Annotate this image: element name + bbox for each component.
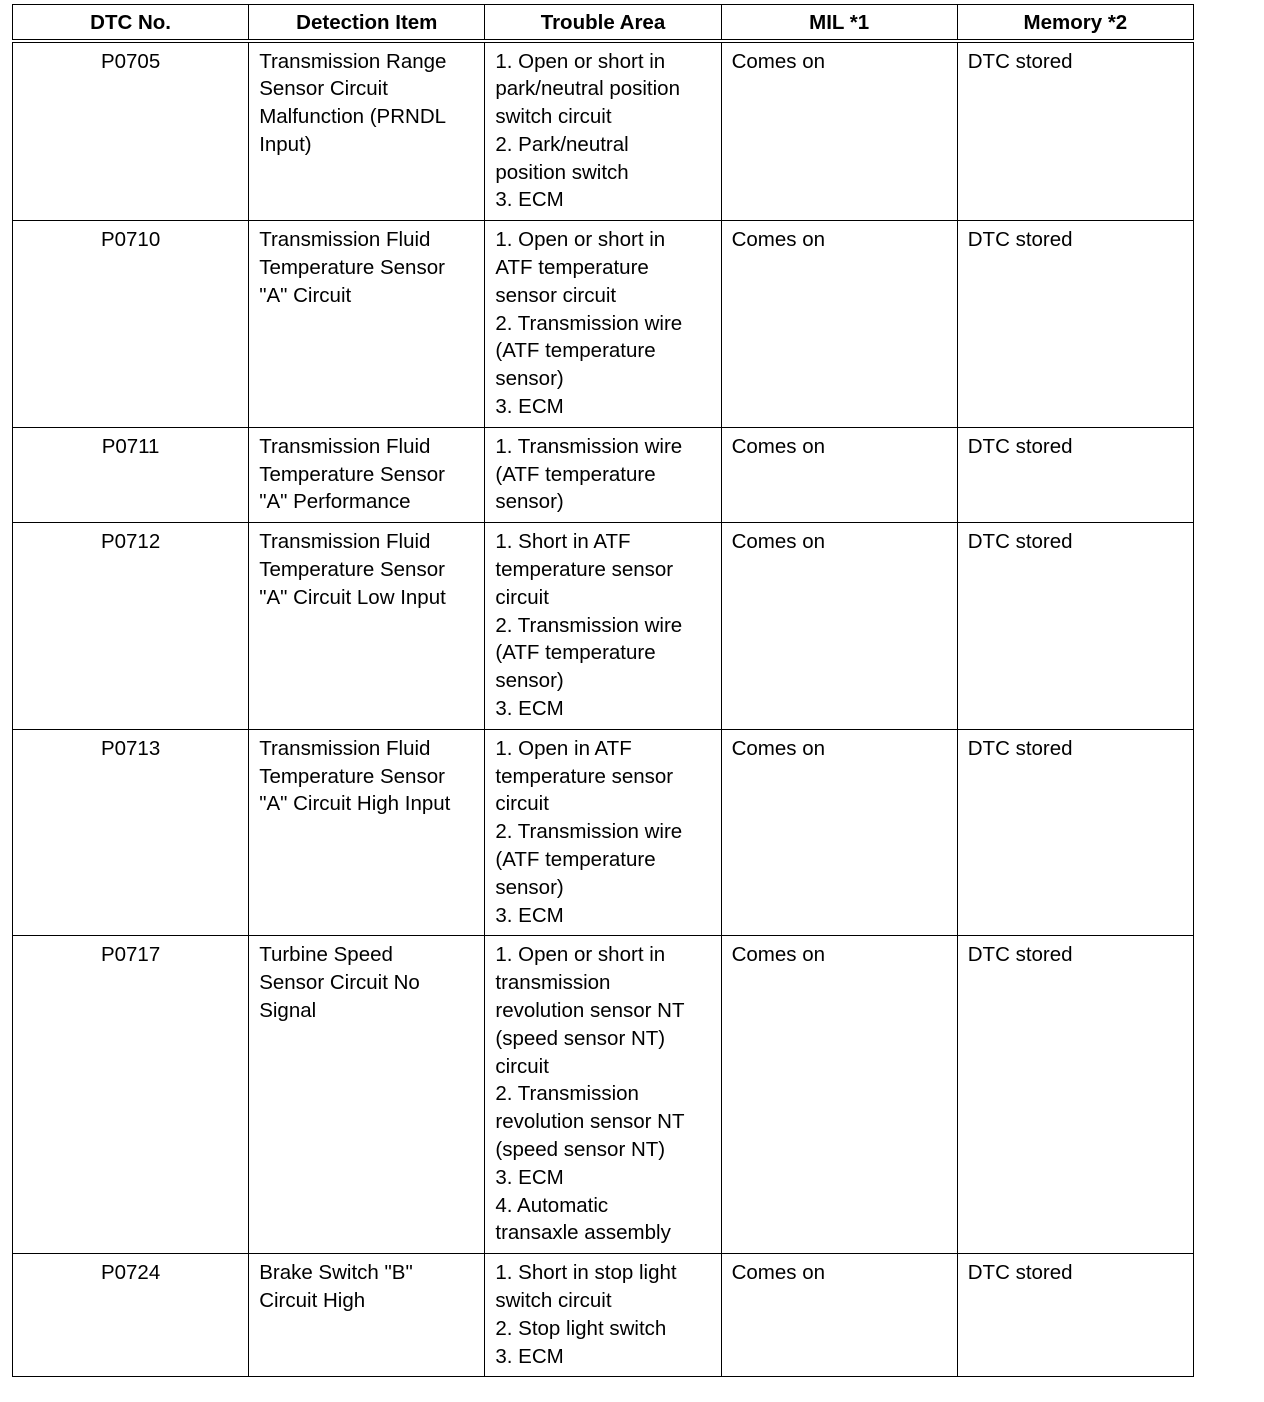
mil-cell: Comes on [721,41,957,221]
trouble-area-line: 2. Transmission wire [495,613,683,637]
detection-item-line: Temperature Sensor [259,462,445,486]
trouble-area-cell [485,41,721,221]
memory-cell: DTC stored [957,221,1193,428]
dtc-code-cell: P0705 [13,41,249,221]
table-row [13,221,1194,428]
trouble-area-line: (ATF temperature [495,848,656,872]
trouble-area-line: 1. Short in stop light [495,1261,677,1285]
trouble-area-line: 3. ECM [495,1344,564,1368]
trouble-area-line: (ATF temperature [495,462,656,486]
memory-cell: DTC stored [957,936,1193,1254]
detection-item-cell [249,41,485,221]
trouble-area-line: (speed sensor NT) [495,1137,666,1161]
trouble-area-line: 2. Transmission wire [495,311,683,335]
trouble-area-line: sensor circuit [495,283,617,307]
trouble-area-line: 3. ECM [495,903,564,927]
trouble-area-line: ATF temperature [495,256,649,280]
detection-item-line: Transmission Fluid [259,228,431,252]
table-row [13,427,1194,522]
trouble-area-line: (speed sensor NT) [495,1026,666,1050]
detection-item-cell [249,936,485,1254]
memory-cell: DTC stored [957,729,1193,936]
table-header [13,5,1194,41]
detection-item-line: "A" Circuit [259,283,352,307]
trouble-area-cell [485,1254,721,1377]
table-row [13,936,1194,1254]
trouble-area-line: transmission [495,971,611,995]
trouble-area-line: 4. Automatic [495,1193,609,1217]
detection-item-line: "A" Performance [259,490,411,514]
trouble-area-line: 3. ECM [495,697,564,721]
detection-item-line: Temperature Sensor [259,558,445,582]
dtc-code-cell: P0717 [13,936,249,1254]
detection-item-line: Malfunction (PRNDL [259,105,447,129]
header-row [13,5,1194,41]
trouble-area-line: (ATF temperature [495,339,656,363]
detection-item-line: Sensor Circuit [259,77,388,101]
trouble-area-line: circuit [495,792,549,816]
mil-cell: Comes on [721,221,957,428]
detection-item-cell [249,1254,485,1377]
trouble-area-line: 1. Open or short in [495,943,666,967]
trouble-area-line: 1. Transmission wire [495,434,683,458]
trouble-area-line: sensor) [495,875,564,899]
trouble-area-line: circuit [495,1054,549,1078]
trouble-area-cell [485,221,721,428]
trouble-area-line: position switch [495,160,629,184]
trouble-area-line: temperature sensor [495,558,674,582]
table-row [13,1254,1194,1377]
dtc-table [12,4,1194,1377]
table-row [13,41,1194,221]
trouble-area-line: 3. ECM [495,395,564,419]
detection-item-line: Signal [259,999,317,1022]
trouble-area-line: temperature sensor [495,764,674,788]
trouble-area-line: 1. Open or short in [495,228,666,252]
memory-cell: DTC stored [957,523,1193,730]
trouble-area-line: park/neutral position [495,77,680,101]
trouble-area-line: switch circuit [495,1288,612,1312]
trouble-area-line: 1. Open in ATF [495,736,632,760]
detection-item-line: "A" Circuit High Input [259,792,451,816]
detection-item-line: Sensor Circuit No [259,971,420,995]
table-row [13,523,1194,730]
trouble-area-line: 2. Transmission wire [495,820,683,844]
dtc-code-cell: P0712 [13,523,249,730]
trouble-area-line: sensor) [495,367,564,391]
mil-cell: Comes on [721,936,957,1254]
detection-item-line: Input) [259,132,312,156]
memory-cell: DTC stored [957,1254,1193,1377]
trouble-area-line: 3. ECM [495,1165,564,1189]
detection-item-cell [249,427,485,522]
trouble-area-line: 1. Open or short in [495,49,666,73]
header-memory: Memory *2 [957,5,1193,41]
trouble-area-line: 3. ECM [495,188,564,212]
dtc-code-cell: P0710 [13,221,249,428]
trouble-area-cell [485,523,721,730]
mil-cell: Comes on [721,427,957,522]
trouble-area-line: sensor) [495,669,564,693]
detection-item-cell [249,523,485,730]
trouble-area-line: circuit [495,585,549,609]
detection-item-line: Temperature Sensor [259,256,445,280]
trouble-area-cell [485,729,721,936]
header-detection-item: Detection Item [249,5,485,41]
trouble-area-line: 2. Park/neutral [495,132,629,156]
dtc-code-cell: P0724 [13,1254,249,1377]
mil-cell: Comes on [721,729,957,936]
detection-item-cell [249,729,485,936]
memory-cell: DTC stored [957,427,1193,522]
detection-item-cell [249,221,485,428]
mil-cell: Comes on [721,523,957,730]
trouble-area-line: revolution sensor NT [495,1110,685,1134]
detection-item-line: Transmission Fluid [259,530,431,554]
table-row [13,729,1194,936]
dtc-code-cell: P0713 [13,729,249,936]
trouble-area-line: transaxle assembly [495,1221,671,1245]
detection-item-line: Brake Switch "B" [259,1261,413,1285]
trouble-area-line: sensor) [495,490,564,514]
trouble-area-line: (ATF temperature [495,641,656,665]
trouble-area-line: 1. Short in ATF [495,530,631,554]
memory-cell: DTC stored [957,41,1193,221]
trouble-area-line: 2. Stop light switch [495,1316,667,1340]
mil-cell: Comes on [721,1254,957,1377]
detection-item-line: Circuit High [259,1288,366,1312]
table-body [13,41,1194,1377]
trouble-area-line: 2. Transmission [495,1082,639,1106]
trouble-area-line: revolution sensor NT [495,999,685,1022]
header-mil: MIL *1 [721,5,957,41]
dtc-code-cell: P0711 [13,427,249,522]
trouble-area-cell [485,427,721,522]
header-trouble-area: Trouble Area [485,5,721,41]
detection-item-line: Turbine Speed [259,943,393,967]
detection-item-line: Transmission Fluid [259,434,431,458]
header-dtc-no: DTC No. [13,5,249,41]
trouble-area-cell [485,936,721,1254]
trouble-area-line: switch circuit [495,105,612,129]
detection-item-line: Temperature Sensor [259,764,445,788]
detection-item-line: Transmission Fluid [259,736,431,760]
detection-item-line: "A" Circuit Low Input [259,585,446,609]
detection-item-line: Transmission Range [259,49,447,73]
